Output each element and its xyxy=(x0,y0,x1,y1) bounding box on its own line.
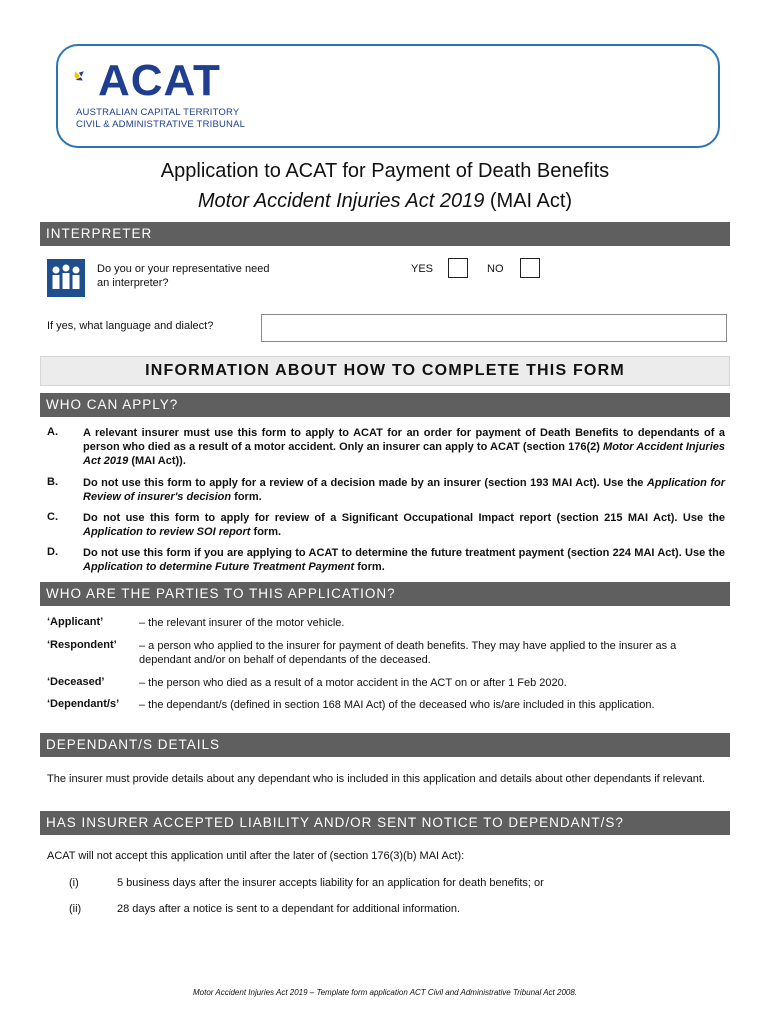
item-c-letter: C. xyxy=(47,511,58,523)
term-respondent: ‘Respondent’ xyxy=(47,639,117,651)
def-dependants: – the dependant/s (defined in section 168 MAI Act) of the deceased who is/are included in this application. xyxy=(139,699,655,711)
language-label: If yes, what language and dialect? xyxy=(47,320,214,332)
no-label: NO xyxy=(487,263,504,275)
liability-item-2-num: (ii) xyxy=(69,903,82,915)
interpreter-question-1: Do you or your representative need xyxy=(97,263,270,275)
page-footer: Motor Accident Injuries Act 2019 – Template form application ACT Civil and Administrative Tribunal Act 2008. xyxy=(192,988,578,997)
item-c-text: Do not use this form to apply for review of a Significant Occupational Impact report (section 215 MAI Act). Use the Application to review SOI report form. xyxy=(83,512,725,538)
liability-heading: HAS INSURER ACCEPTED LIABILITY AND/OR SENT NOTICE TO DEPENDANT/S? xyxy=(40,811,730,835)
liability-item-1-num: (i) xyxy=(69,877,79,889)
item-a-text: A relevant insurer must use this form to apply to ACAT for an order for payment of Death Benefits to dependants of a person who died as a result of a motor accident. Only an insurer can apply to ACAT (section 176(2) Motor Accident Injuries Act 2019 (MAI Act)). xyxy=(83,427,725,467)
who-can-apply-heading: WHO CAN APPLY? xyxy=(40,393,730,417)
logo-wordmark: ACAT xyxy=(98,56,221,105)
interpreter-heading: INTERPRETER xyxy=(40,222,730,246)
form-subtitle xyxy=(0,190,770,213)
language-input[interactable] xyxy=(261,314,727,342)
yes-label: YES xyxy=(411,263,434,275)
liability-item-1-text: 5 business days after the insurer accepts liability for an application for death benefits; or xyxy=(117,877,544,889)
liability-intro: ACAT will not accept this application until after the later of (section 176(3)(b) MAI Act): xyxy=(47,850,465,862)
act-abbrev: (MAI Act) xyxy=(484,190,573,212)
form-title: Application to ACAT for Payment of Death Benefits xyxy=(160,160,610,182)
liability-item-2-text: 28 days after a notice is sent to a dependant for additional information. xyxy=(117,903,461,915)
yes-checkbox[interactable] xyxy=(448,258,468,278)
term-deceased: ‘Deceased’ xyxy=(47,676,105,688)
act-name: Motor Accident Injuries Act 2019 xyxy=(197,190,485,212)
logo-subtitle-1: AUSTRALIAN CAPITAL TERRITORY xyxy=(76,107,240,118)
def-deceased: – the person who died as a result of a motor accident in the ACT on or after 1 Feb 2020. xyxy=(139,677,567,689)
info-heading: INFORMATION ABOUT HOW TO COMPLETE THIS FORM xyxy=(40,356,730,386)
item-b-letter: B. xyxy=(47,476,58,488)
item-b-text: Do not use this form to apply for a review of a decision made by an insurer (section 193 MAI Act). Use the Application for Review of insurer's decision form. xyxy=(83,477,725,503)
term-dependants: ‘Dependant/s’ xyxy=(47,698,120,710)
def-respondent: – a person who applied to the insurer for payment of death benefits. They may have applied to the insurer as a dependant and/or on behalf of dependants of the deceased. xyxy=(139,640,677,666)
item-d-text: Do not use this form if you are applying to ACAT to determine the future treatment payment (section 224 MAI Act). Use the Application to determine Future Treatment Payment form. xyxy=(83,547,725,573)
parties-heading: WHO ARE THE PARTIES TO THIS APPLICATION? xyxy=(40,582,730,606)
def-applicant: – the relevant insurer of the motor vehicle. xyxy=(139,617,345,629)
interpreter-question-2: an interpreter? xyxy=(97,277,169,289)
dependants-text: The insurer must provide details about any dependant who is included in this application and details about other dependants if relevant. xyxy=(47,773,705,785)
item-a-letter: A. xyxy=(47,426,58,438)
dependants-heading: DEPENDANT/S DETAILS xyxy=(40,733,730,757)
logo-subtitle-2: CIVIL & ADMINISTRATIVE TRIBUNAL xyxy=(76,119,246,130)
term-applicant: ‘Applicant’ xyxy=(47,616,104,628)
interpreter-people-icon xyxy=(47,259,85,297)
no-checkbox[interactable] xyxy=(520,258,540,278)
item-d-letter: D. xyxy=(47,546,58,558)
